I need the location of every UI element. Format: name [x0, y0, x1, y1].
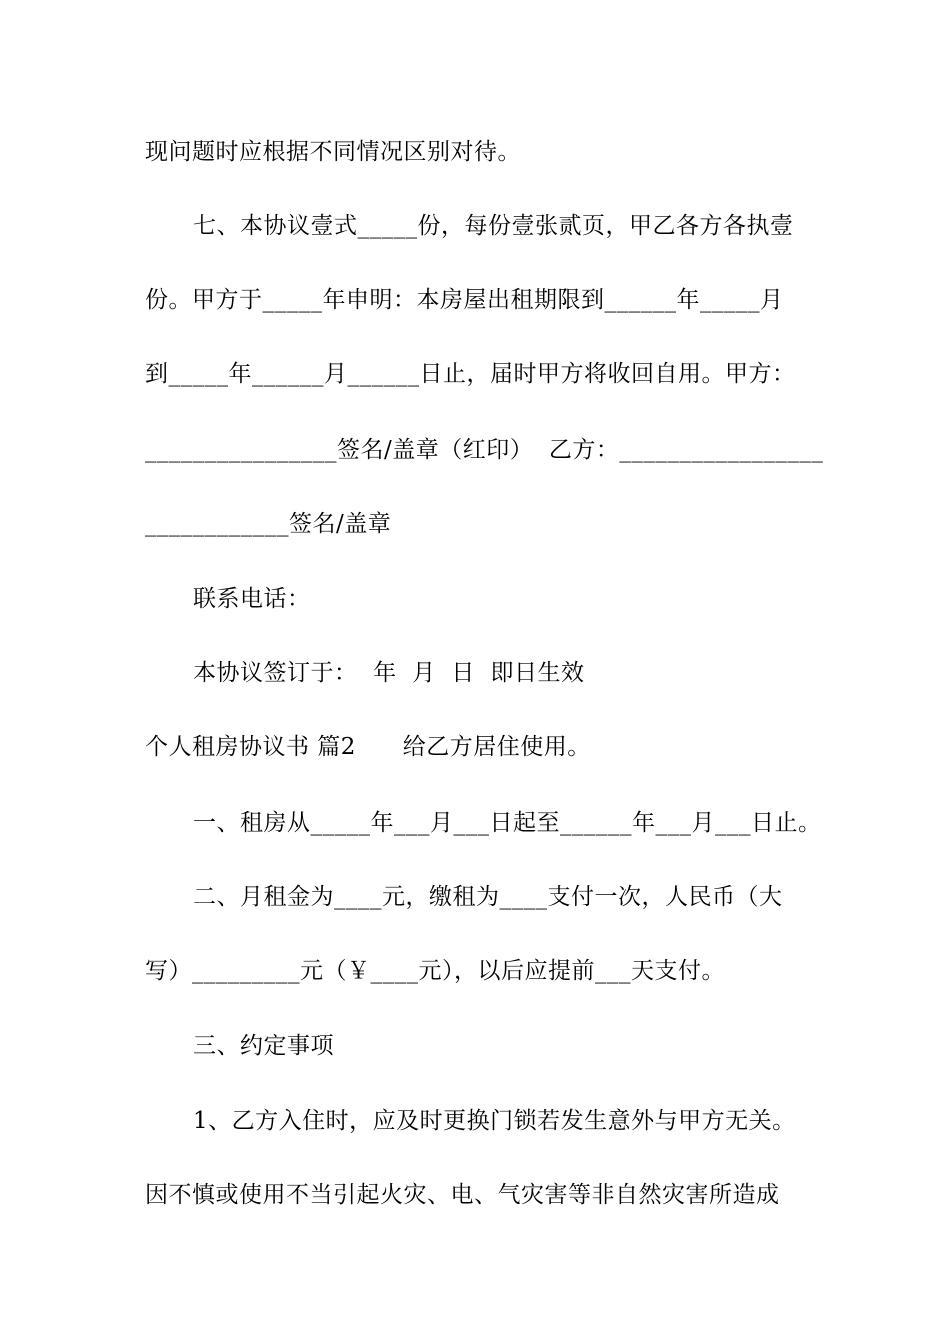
text-line-agreed-matters: 三、约定事项	[193, 1033, 334, 1059]
text-line-term-statement: 份。甲方于_____年申明：本房屋出租期限到______年_____月	[145, 287, 784, 313]
text-line-item-1: 1、乙方入住时，应及时更换门锁若发生意外与甲方无关。	[193, 1108, 796, 1134]
text-line-monthly-rent: 二、月租金为____元，缴租为____支付一次，人民币（大	[193, 884, 783, 910]
section-heading-agreement-2: 个人租房协议书 篇2 给乙方居住使用。	[145, 734, 591, 760]
text-line-term-end: 到_____年______月______日止，届时甲方将收回自用。甲方：	[145, 361, 796, 387]
text-line-item-1-continued: 因不慎或使用不当引起火灾、电、气灾害等非自然灾害所造成	[145, 1182, 780, 1208]
text-line-signing-date: 本协议签订于： 年 月 日 即日生效	[193, 660, 585, 686]
text-line-contact-phone: 联系电话：	[193, 586, 311, 612]
text-line-rent-amount: 写）_________元（￥____元），以后应提前___天支付。	[145, 958, 725, 984]
text-line-continuation: 现问题时应根据不同情况区别对待。	[145, 139, 521, 165]
text-line-party-b-signature: ____________签名/盖章	[145, 511, 392, 537]
text-line-party-a-signature: ________________签名/盖章（红印） 乙方：_________________	[145, 437, 824, 463]
text-line-rental-period: 一、租房从_____年___月___日起至______年___月___日止。	[193, 810, 822, 836]
text-line-clause-7: 七、本协议壹式_____份，每份壹张贰页，甲乙各方各执壹	[193, 213, 794, 239]
